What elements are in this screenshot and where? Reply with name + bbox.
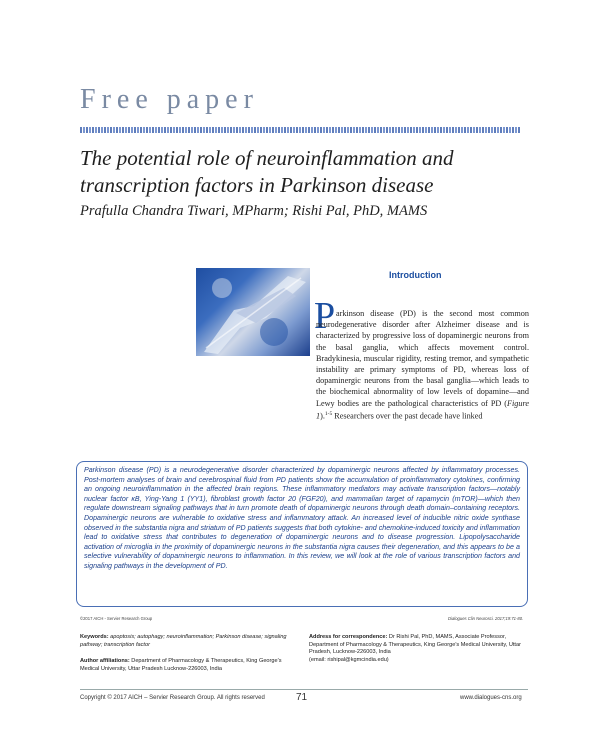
intro-text-paren: ). bbox=[320, 411, 325, 421]
intro-paragraph bbox=[316, 308, 529, 422]
intro-text-end: Researchers over the past decade have linked bbox=[332, 411, 483, 421]
correspondence-text: Dr Rishi Pal, PhD, MAMS, Associate Professor, Department of Pharmacology & Therapeutics, King George's Medical University, Uttar Pradesh, Lucknow-226003, India bbox=[309, 634, 521, 656]
section-label: Free paper bbox=[80, 84, 259, 115]
decorative-rule bbox=[80, 127, 520, 133]
correspondence-label: Address for correspondence: bbox=[309, 634, 388, 640]
page-number: 71 bbox=[296, 692, 308, 703]
figure-image bbox=[196, 268, 310, 356]
correspondence-email: (email: rishipal@kgmcindia.edu) bbox=[309, 656, 389, 663]
citation-superscript: 1-5 bbox=[324, 410, 333, 417]
footer-divider bbox=[80, 689, 528, 690]
abstract-box bbox=[76, 461, 528, 607]
drop-cap: P bbox=[314, 295, 336, 337]
correspondence-block bbox=[309, 634, 529, 664]
article-authors: Prafulla Chandra Tiwari, MPharm; Rishi Pal, PhD, MAMS bbox=[80, 203, 428, 219]
article-figure bbox=[196, 268, 310, 356]
abstract-text: Parkinson disease (PD) is a neurodegenerative disorder characterized by dopaminergic neurons affected by inflammatory processes. Post-mortem analyses of brain and cerebrospinal fluid from PD patients show the accumulation of proinflammatory cytokines, confirming an ongoing neuroinflammation in the affected brain regions. These inflammatory mediators may activate transcription factors—notably nuclear factor κB, Ying-Yang 1 (YY1), fibroblast growth factor 20 (FGF20), and mammalian target of rapamycin (mTOR)—which then regulate downstream signaling pathways that in turn promote death of dopaminergic neurons through death domain–containing receptors. Dopaminergic neurons are vulnerable to oxidative stress and inflammatory attack. An increased level of inducible nitric oxide synthase observed in the substantia nigra and striatum of PD patients suggests that both cytokine- and chemokine-induced toxicity and inflammation lead to oxidative stress that contributes to degeneration of dopaminergic neurons and to disease progression. Lipopolysaccharide activation of microglia in the proximity of dopaminergic neurons in the substantia nigra causes their degeneration, and this appears to be a selective vulnerability of dopaminergic neurons to inflammation. In this review, we will look at the role of various transcription factors and signaling pathways in the development of PD. bbox=[84, 466, 520, 570]
abstract-copyright: ©2017 AICH - Servier Research Group bbox=[80, 616, 153, 621]
intro-text-start: arkinson disease (PD) is the second most common neurodegenerative disorder after Alzheimer disease and is characterized by progressive loss of dopaminergic neurons from the basal ganglia, which affects movement control. Bradykinesia, muscular rigidity, resting tremor, and sympathetic instability are primary symptoms of PD, whereas loss of dopaminergic neurons from the basal ganglia—which leads to the biochemical abnormality of low levels of dopamine—and Lewy bodies are the pathological characteristics of PD ( bbox=[316, 309, 529, 408]
keywords-text: apoptosis; autophagy; neuroinflammation; Parkinson disease; signaling pathway; transcription factor bbox=[80, 634, 287, 648]
affiliations-block bbox=[80, 658, 302, 673]
keywords-label: Keywords: bbox=[80, 634, 109, 640]
affiliations-text: Department of Pharmacology & Therapeutics, King George's Medical University, Uttar Pradesh Lucknow-226003, India bbox=[80, 658, 282, 672]
article-title: The potential role of neuroinflammation and transcription factors in Parkinson disease bbox=[80, 146, 454, 197]
figure-reference: Figure 1 bbox=[316, 398, 529, 421]
keywords-block bbox=[80, 634, 302, 649]
intro-heading: Introduction bbox=[389, 270, 442, 280]
journal-citation: Dialogues Clin Neurosci. 2017;19:71-80. bbox=[448, 616, 524, 621]
affiliations-label: Author affiliations: bbox=[80, 658, 130, 664]
footer-website[interactable]: www.dialogues-cns.org bbox=[460, 695, 522, 701]
footer-copyright: Copyright © 2017 AICH – Servier Research Group. All rights reserved bbox=[80, 695, 265, 701]
